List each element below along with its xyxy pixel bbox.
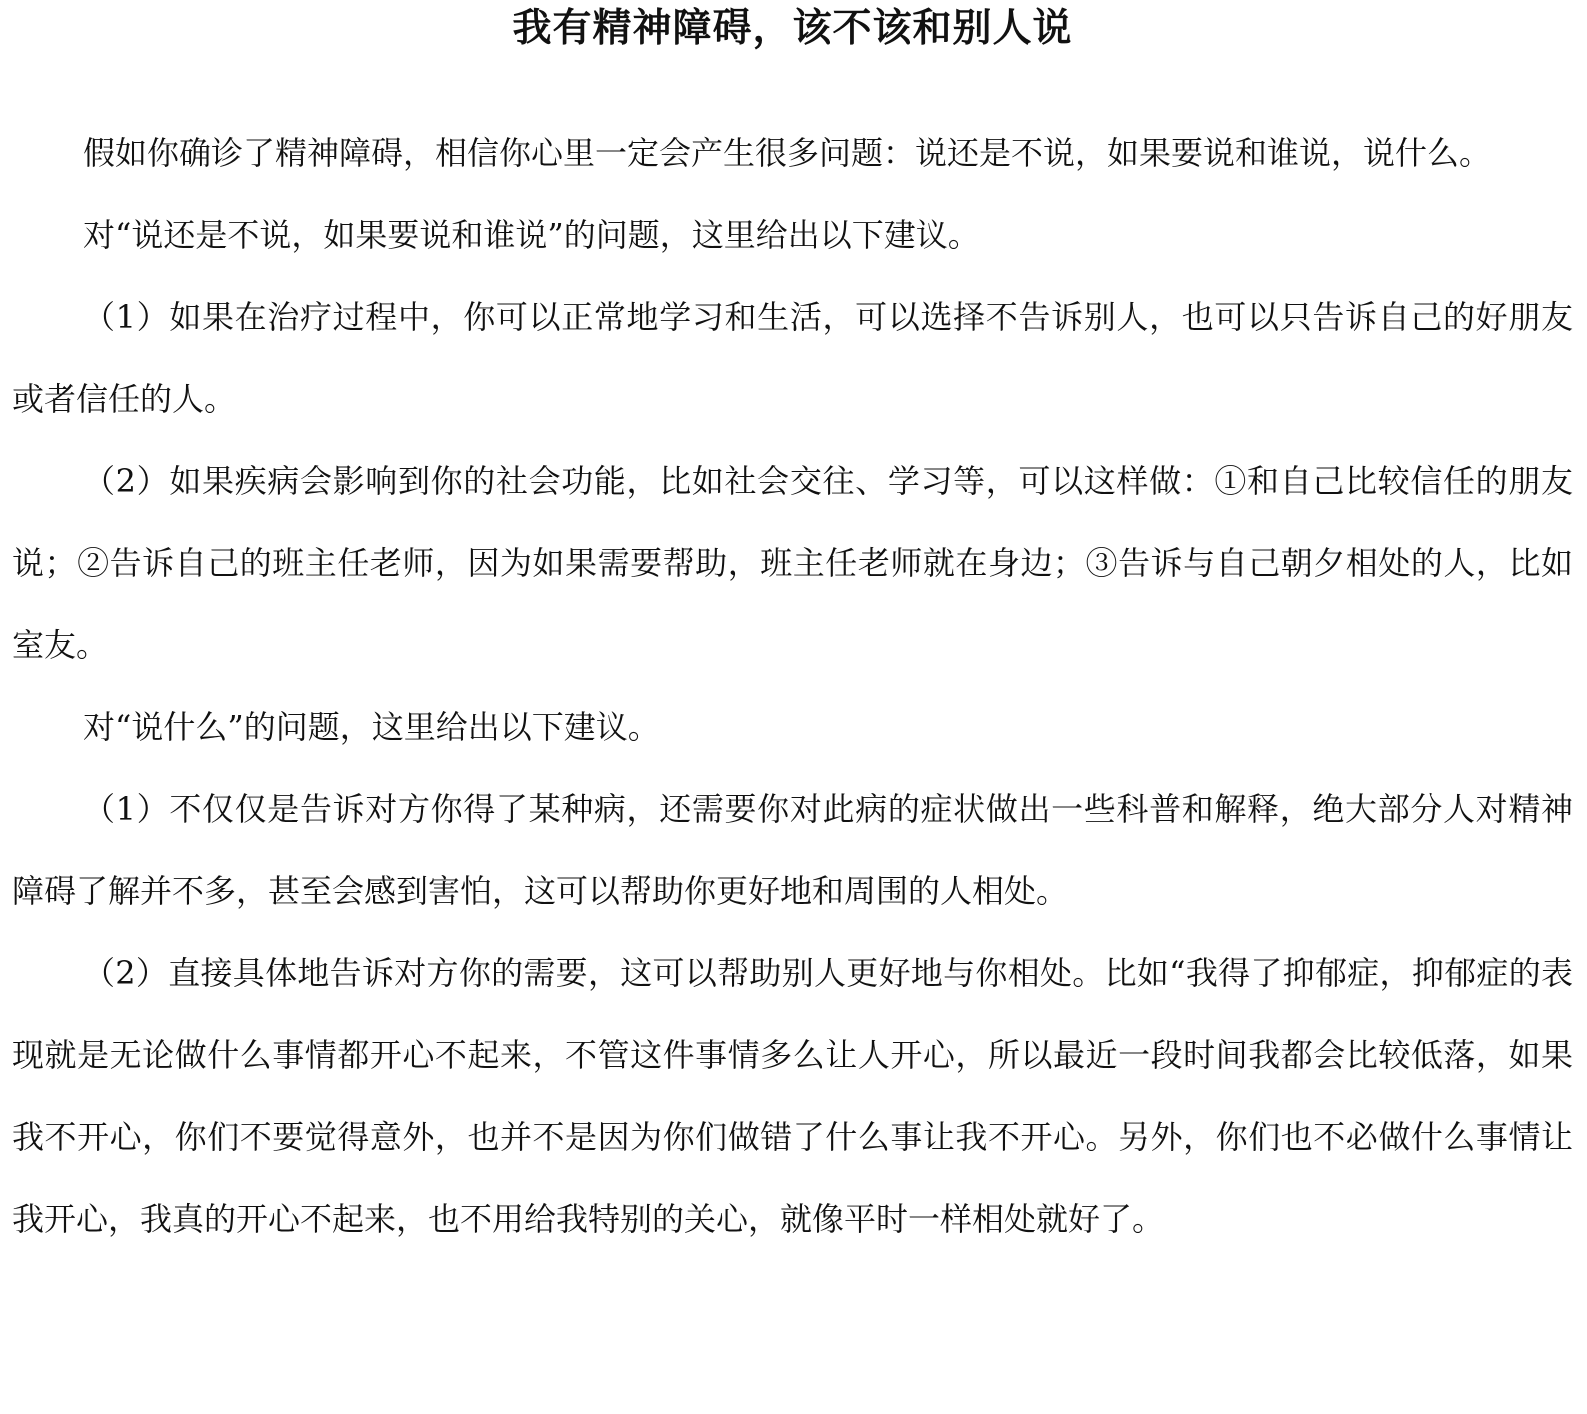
paragraph-whether-to-tell-point-1: （1）如果在治疗过程中，你可以正常地学习和生活，可以选择不告诉别人，也可以只告诉自己的好朋友或者信任的人。: [12, 298, 1573, 418]
paragraph-what-to-say-point-1: （1）不仅仅是告诉对方你得了某种病，还需要你对此病的症状做出一些科普和解释，绝大部分人对精神障碍了解并不多，甚至会感到害怕，这可以帮助你更好地和周围的人相处。: [12, 790, 1573, 910]
document-body: [12, 112, 1573, 1260]
paragraph-what-to-say-point-2: （2）直接具体地告诉对方你的需要，这可以帮助别人更好地与你相处。比如“我得了抑郁症，抑郁症的表现就是无论做什么事情都开心不起来，不管这件事情多么让人开心，所以最近一段时间我都会比较低落，如果我不开心，你们不要觉得意外，也并不是因为你们做错了什么事让我不开心。另外，你们也不必做什么事情让我开心，我真的开心不起来，也不用给我特别的关心，就像平时一样相处就好了。: [12, 954, 1573, 1238]
paragraph-intro: 假如你确诊了精神障碍，相信你心里一定会产生很多问题：说还是不说，如果要说和谁说，说什么。: [83, 134, 1492, 172]
paragraph-whether-to-tell-heading: 对“说还是不说，如果要说和谁说”的问题，这里给出以下建议。: [83, 216, 980, 254]
paragraph-what-to-say-heading: 对“说什么”的问题，这里给出以下建议。: [83, 708, 660, 746]
paragraph-whether-to-tell-point-2: （2）如果疾病会影响到你的社会功能，比如社会交往、学习等，可以这样做：①和自己比较信任的朋友说；②告诉自己的班主任老师，因为如果需要帮助，班主任老师就在身边；③告诉与自己朝夕相处的人，比如室友。: [12, 462, 1573, 664]
document-title: 我有精神障碍，该不该和别人说: [512, 5, 1073, 51]
